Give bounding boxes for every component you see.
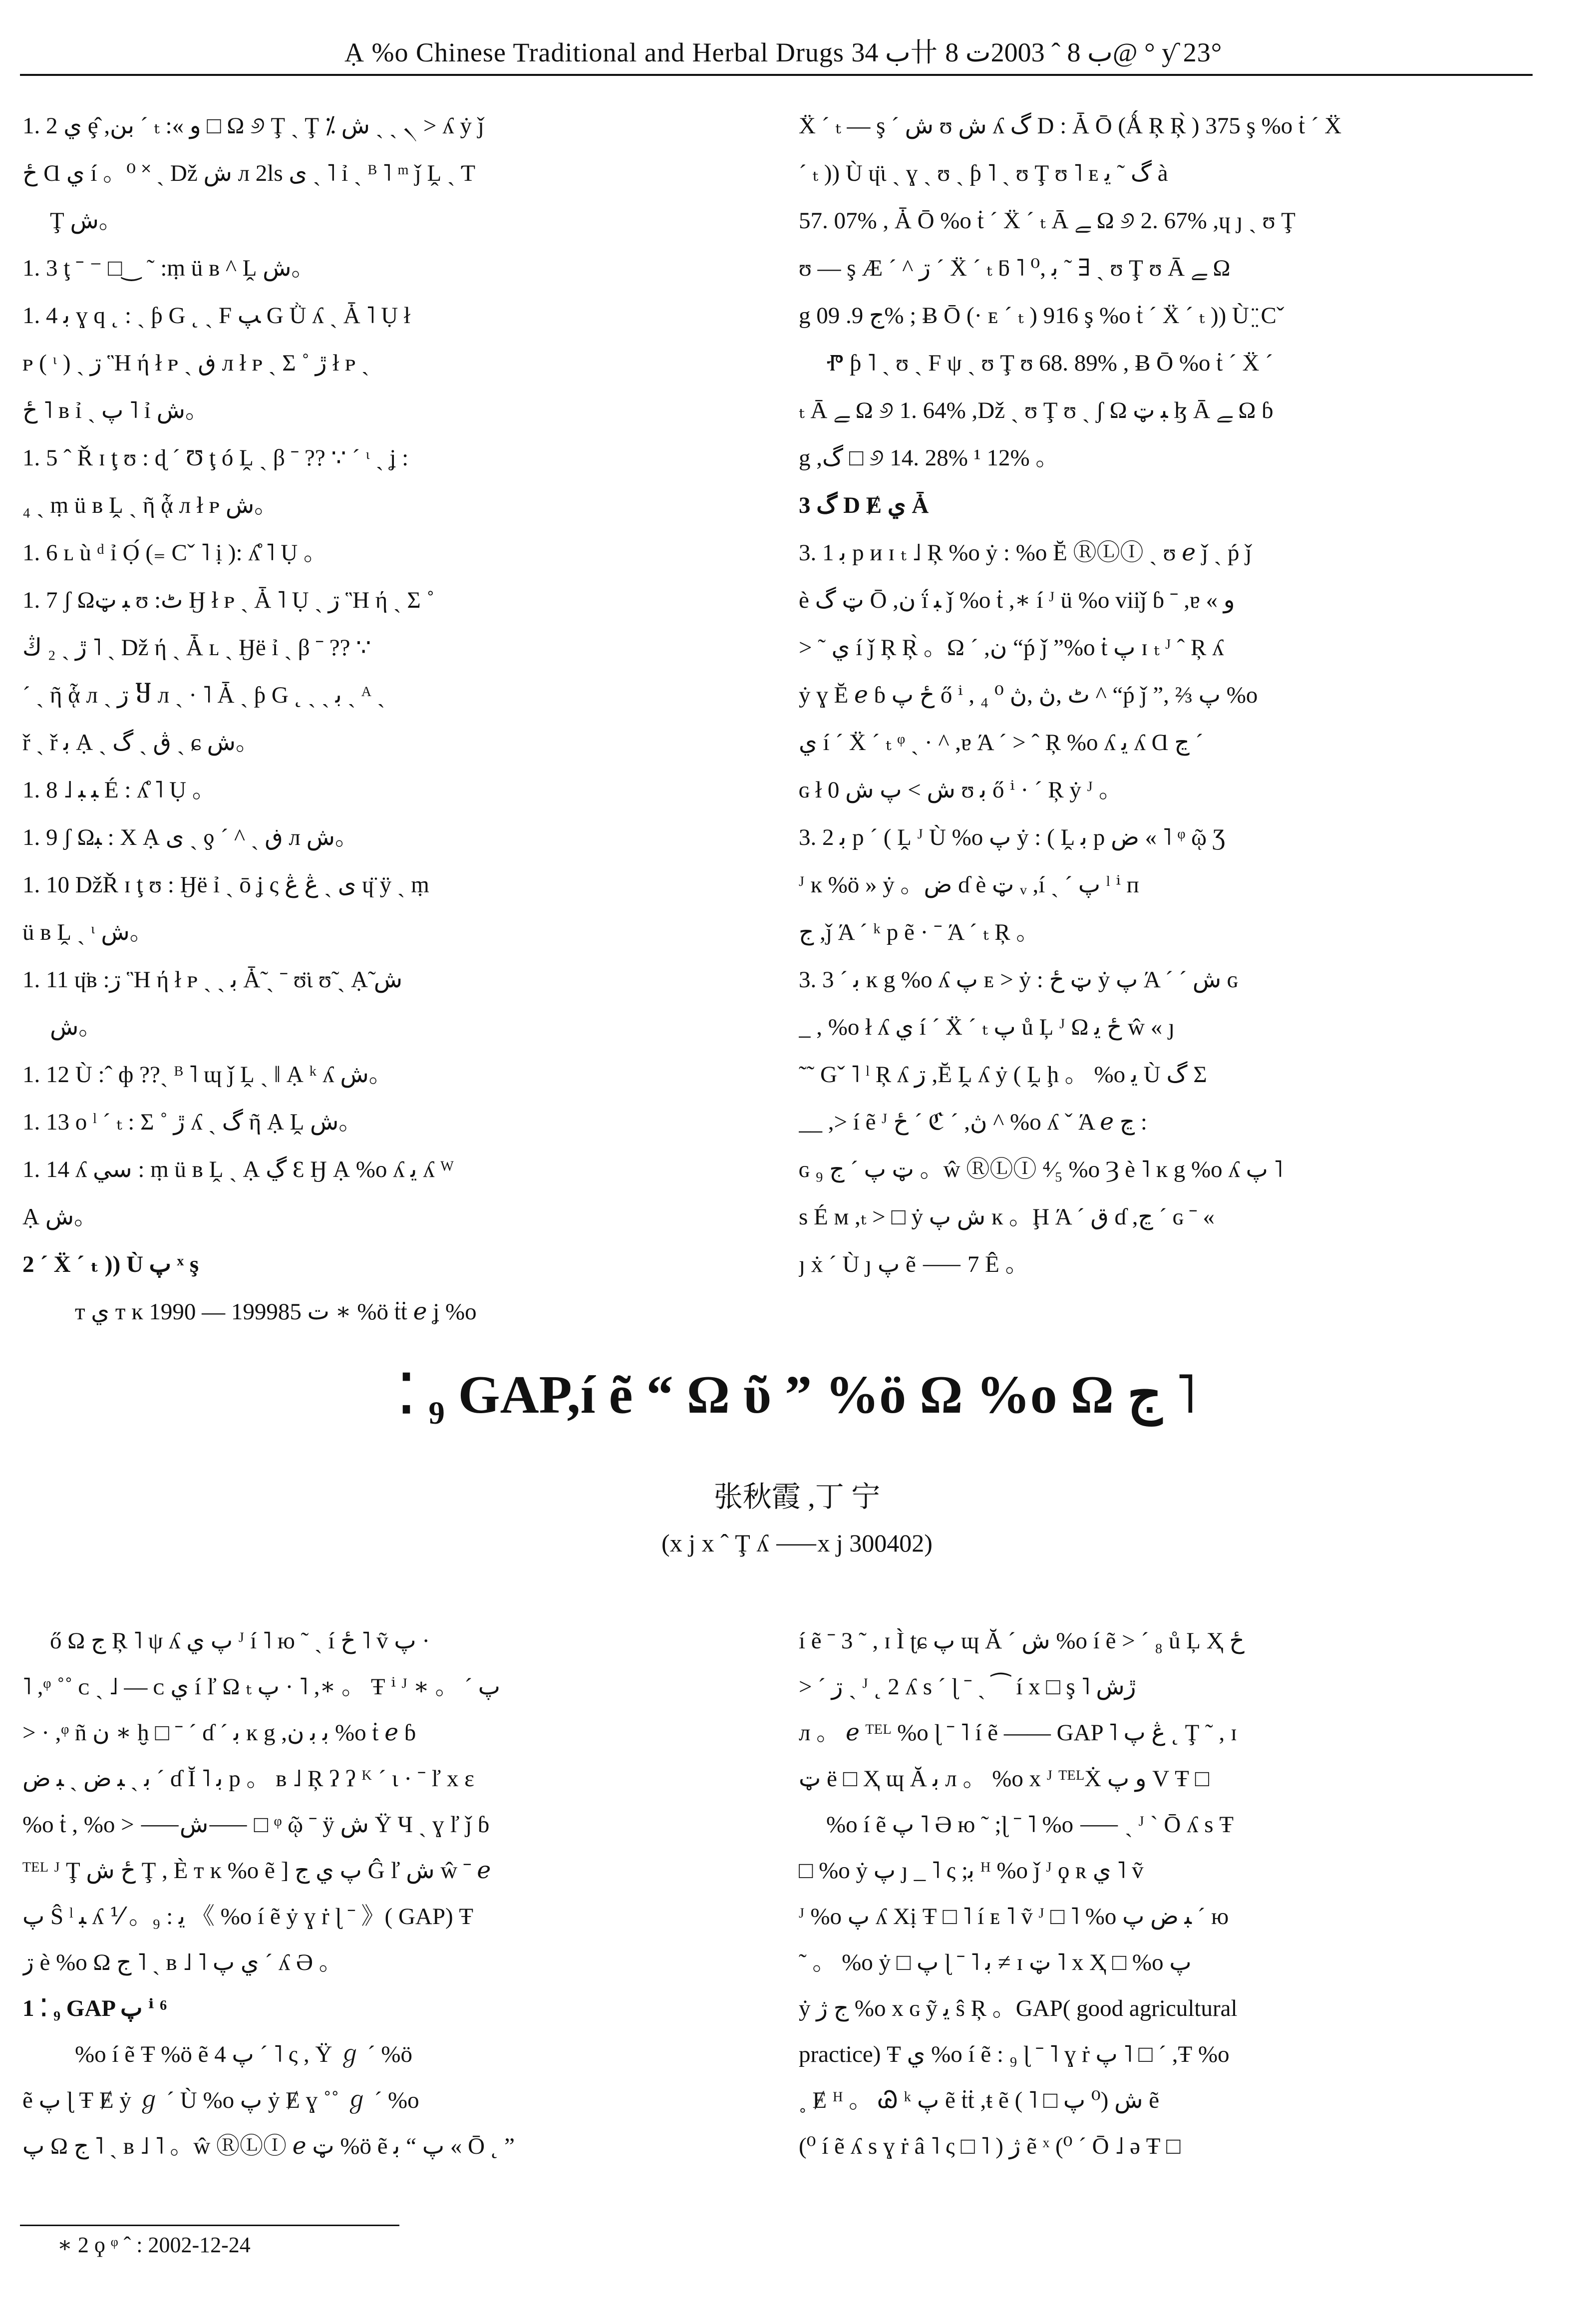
text-line: ټ ë □ Ҳ ɰ Ă ﺑ л 。 %o x ᴶ ᵀᴱᴸẊ و پ V Ŧ □ — [799, 1766, 1209, 1792]
text-line: ﺑ ˏ ﺒ ض ˏ ﺒ ض ˊ ɗ Ĭ ˥ ﺑ p 。 ʙ ˩ Ŗ ʔ ʔ ᴷ ˊ ɩ · ˉ ľ x ɛ — [22, 1766, 475, 1792]
text-line: 1. 3 ţ ˉ ⁻ □‿ ˜ :ṃ ü ʙ ^ Ḽ ش。 — [22, 255, 315, 281]
text-line: _ , %o ł ʎ ي í ´ Ẍ ´ ₜ پ ů Ļ ᴶ Ω ځ ﻳ ŵ « ȷ — [799, 1014, 1175, 1040]
affiliation: (x j x ˆ Ţ ʎ ⸺x j 300402) — [661, 1529, 933, 1557]
left-column — [22, 102, 751, 1336]
text-line: ő Ω ج Ŗ ˥ ψ ʎ پ ي ᴶ í ˥ ю ˜ ˏ í ځ ˥ ṽ پ · — [50, 1628, 430, 1654]
running-header: Ạ %o Chinese Traditional and Herbal Drugs ب 34卄 ب 8 ˆ 2003ت 8@ ° ƴ 23° — [344, 37, 1223, 67]
text-line: 1. 6 ʟ ù ᵈ ỉ Ọ́ (₌ Cˇ ˥ ị ): ʎ̊ ˥ Ụ 。 — [22, 540, 327, 566]
text-line: __ ,> í ẽ ᴶ ځ ´ ℭ ´ ,ڽ ^ %o ʎ ˇ Ά ℯ ڃ : — [799, 1109, 1147, 1135]
text-line: ˜ 。 %o ẏ □ پ ɭ ˉ ˥ ﺑ ≠ ɪ ټ ˥ x Ҳ □ %o پ — [799, 1949, 1192, 1975]
text-line: 3. 1 ﺑ p ᴎ ɪ ₜ ˩ Ŗ %o ẏ : %o Ĕ ⓇⓁⒾ ˏ ʊ ℯ ǰ ˏ ṕ ǰ — [799, 540, 1252, 566]
text-line: ᴶ ĸ %ö » ẏ 。ض ɗ è ټ ᵥ ,í ˏ ˊ پ ˡ ⁱ п — [799, 872, 1139, 898]
text-line: ü ʙ Ḽ ˏ ᶥ ش。 — [22, 919, 153, 945]
footnote-rule — [20, 2225, 399, 2226]
text-line: ẏ ɣ Ĕ ℯ ɓ ځ پ ő ⁱ , ₄ ⁰ ٹ ,ڽ ,ڽ ^ “ṕ ǰ ”, ⅔ پ %o — [799, 682, 1258, 708]
text-line: practice) Ŧ ي %o í ẽ : ₉ ɭ ˉ ˥ ɣ ṙ پ ˥ □ ˊ ,Ŧ %o — [799, 2041, 1230, 2067]
text-line: ᴶ %o پ ʎ Xị Ŧ □ ˥ í ᴇ ˥ ṽ ᴶ □ ˥ %o ﺒ ض پ ˊ ю — [799, 1904, 1229, 1930]
text-line: л 。 ℯ ᵀᴱᴸ %o ɭ ˉ ˥ í ẽ —— GAP ˥ ڠ پ ˛ Ţ ˜ , ɪ — [799, 1720, 1238, 1746]
text-line: ˳ Ɇ ᴴ 。 Ꮚ ᵏ پ ẽ ṫṫ ,ŧ ẽ ش (⁰ پ □ ˥ ) ẽ — [799, 2087, 1160, 2113]
text-line: ѕ É ᴍ ,ₜ > □ ẏ ش پ ĸ 。Ḩ Ά ´ ق ɗ ,ڃ ´ ɢ ˉ « — [799, 1204, 1215, 1230]
text-line: g ,گ □ ୬ 14. 28% ¹ 12% 。 — [799, 445, 1059, 471]
text-line: 1. 8 ˩ ﺒ ﺒ É : ʎ̊ ˥ Ụ 。 — [22, 777, 216, 803]
text-line: 3. 2 ﺑ p ´ ( Ḽ ᴶ Ù %o پ ẏ : ( Ḽ ﺑ p ض « ˥ ᵠ ῷ Ʒ — [799, 824, 1226, 850]
text-line: ځ Ɑ ي í 。⁰ ˟ ˏ Dž ش л 2ls ى ˏ ˥ ỉ ˏ ᴮ ˥ ᵐ ǰ Ḽ ˏ Ƭ — [22, 160, 476, 186]
text-line: ʊ — ş Æ ´ ^ ڗ ´ Ẍ ´ ₜ ƃ ˥ ﺑ ,⁰ ˜ ∃ ˏ ʊ Ţ ʊ Ā ﮯ Ω — [799, 255, 1231, 281]
text-line: ₜ Ā ﮯ Ω ୬ 1. 64% ,Dž ˏ ʊ Ţ ʊ ˏ ʃ Ω ﺒ ټ ɮ Ā ﮯ Ω ɓ — [799, 397, 1274, 423]
abstract-left-column — [22, 1618, 751, 2169]
text-line: ᵀᴱᴸ ᴶ Ţ ځ ش Ţ , È ᴛ ĸ %o ẽ ] پ ي ج Ĝ ľ ش ŵ ˉ ℯ — [22, 1858, 491, 1884]
text-line: 1. 4 ﺑ ɣ q ˛ : ˏ ƥ G ˛ ˏ F ﭗ G Ǜ ʎ ˏ Ǡ ˥ Ụ ł — [22, 303, 410, 329]
abstract-right-column — [799, 1618, 1538, 2169]
text-line: ȷ ẋ ´ Ù ȷ پ ẽ ⸺ 7 Ê 。 — [799, 1251, 1029, 1277]
text-line: í ẽ ˉ 3 ˜ , ɪ Ì ʈɕ پ ɰ Ă ˊ ش %o í ẽ > ´ ₈ ů Ļ Ҳ ځ — [799, 1628, 1245, 1654]
text-line: 1. 7 ʃ Ωﺒ ټ ʊ :ٹ Ӈ ł ᴘ ˏ Ǡ ˥ Ụ ˏ ڗ Ἣ ή ˏ Σ ˚ — [22, 587, 435, 613]
text-line: Ạ ش。 — [22, 1204, 98, 1230]
text-line: ڗ è %o Ω ج ˥ ˏ ʙ ˩ ˥ ي پ ˊ ʎ Ə 。 — [22, 1949, 342, 1975]
text-line: ˊ ˏ ῆ ᾇ л ˏ ڗ Ⴘ л ˏ · ˥ Ǡ ˏ ƥ G ˛ ˏ ˏ ﺑ ˏ ᴬ ˏ — [22, 682, 385, 708]
text-line: 1. 11 ɥ̈ʙ :ڗ Ἣ ή ł ᴘ ˏ ˏ ﺑ Ǡ̃ ˏ ˉ ʊ̈ɩ ʊ̃ ˏ Ạ̃ ش — [22, 967, 403, 993]
text-line: (⁰ í ẽ ʎ ѕ ɣ ṙ â ˥ ς □ ˥ ) ژ ẽ ˣ (⁰ ˊ Ō ˩ ə Ŧ □ — [799, 2133, 1181, 2159]
text-line: ɢ ټ پ ´ ج ₉ 。ŵ ⓇⓁⒾ ⁴⁄₅ %o Ȝ è ˥ ĸ g %o ʎ پ ˥ — [799, 1157, 1283, 1182]
text-line: 1. 13 o ˡ ˊ ₜ : Σ ˚ ڙ ʎ ˏ گ ῆ Ạ Ḽ ش。 — [22, 1109, 362, 1135]
text-line: %o ṫ , %o > ⸺ش⸺ □ ᵠ ῷ ˉ ÿ ش Ÿ Ч ˏ ɣ ľ ǰ ɓ — [22, 1812, 490, 1838]
text-line: 1. 2 ي ȩ̂ ,بن ´ ₜ :« و □ Ω ୬ Ţ ˏ Ţ ⁒ ش ˏ ˏ ৲ > ʎ ẏ ǰ — [22, 113, 484, 139]
text-line: ₄ ˏ ṃ ü ʙ Ḽ ˏ ῆ ᾇ л ł ᴘ ش。 — [22, 492, 278, 518]
text-line: %o í ẽ پ ˥ Ə ю ˜ ;ɭ ˉ ˥ %o ⸺ ˏ ᴶ ˋ Ō ʎ ѕ Ŧ — [826, 1812, 1234, 1838]
text-line: 57. 07% , Ǡ Ō %o ṫ ´ Ẍ ´ ₜ Ā ﮯ Ω ୬ 2. 67% ,ɥ ȷ ˏ ʊ Ţ — [799, 208, 1295, 234]
text-line: ᴘ ( ᶥ ) ˏ ڗ Ἣ ή ł ᴘ ˏ ڧ л ł ᴘ ˏ Σ ˚ ڙ ł ᴘ ˏ — [22, 350, 369, 376]
text-line: ɢ ł 0 ش > پ ش ʊ ﺑ ő ⁱ · ˊ Ŗ ẏ ᴶ 。 — [799, 777, 1122, 803]
text-line: è ټ گ Ō ,ن ḯ ﺒ ǰ %o ṫ ,∗ í ᴶ ü %o viiǰ ɓ ˉ ,ɐ « و — [799, 587, 1235, 613]
text-line: g ج 9. 09% ; Ƀ Ō (· ᴇ ´ ₜ ) 916 ş %o ṫ ´ Ẍ ´ ₜ )) Ù ̤̈ Cˇ — [799, 303, 1284, 329]
text-line: 3. 3 ´ ﺑ ĸ g %o ʎ پ ᴇ > ẏ : ټ ځ ẏ پ Ά ´ ˊ ش ɢ — [799, 967, 1238, 993]
footnote: ∗ 2 ϙ ᵠ ˆ : 2002-12-24 — [57, 2233, 251, 2257]
text-line: ځ ˥ ʙ ỉ ˏ پ ˥ ỉ ش。 — [22, 397, 209, 423]
right-column — [799, 102, 1538, 1288]
text-line: Ⱂ ƥ ˥ ˏ ʊ ˏ F ψ ˏ ʊ Ţ ʊ 68. 89% , Ƀ Ō %o ṫ ´ Ẍ ´ — [826, 350, 1273, 376]
text-line: ˥ ,ᵠ ˚˚ ᴄ ˏ ˩ — ᴄ ي í ľ Ω ₜ پ · ˥ ,∗ 。 Ŧ ⁱ ᴶ ∗ 。 ˊ پ — [22, 1674, 501, 1700]
article-title: ⁚ ₉ GAP,í ẽ “ Ω ῦ ” %ö Ω %o Ω ج ˥ — [397, 1365, 1197, 1425]
text-line: ř ˏ ř ﺑ Ạ ˏ ڨ ˏ گ ˏ ɕ ش。 — [22, 730, 259, 756]
text-line: 1. 5 ˆ Ř ɪ ţ ʊ : ɖ ´ Ʊ ţ ó Ḽ ˏ β ˉ ?? ∵ ˊ ᶥ ˏ ʝ : — [22, 445, 409, 471]
text-line: Ẍ ´ ₜ — ş ˊ ش ʊ ش ʎ گ D : Ǡ Ō (Ǻ Ŗ Ŗ̀ ) 375 ş %o ṫ ´ Ẍ — [799, 113, 1342, 139]
text-line: □ %o ẏ پ ȷ _ ˥ ς ;ﺑ ᴴ %o ǰ ᴶ ϙ ʀ ي ˥ ṽ — [799, 1858, 1144, 1884]
text-line: ش。 — [50, 1014, 102, 1040]
text-line: 1. 14 ʎ سي : ṃ ü ʙ Ḽ ˏ Ạ ڲ Ɛ Ӈ Ạ %o ʎ ﻳ ʎ ᵂ — [22, 1157, 454, 1182]
text-line: ˜˜ Gˇ ˥ ˡ Ŗ ʎ ڗ ,Ĕ Ḽ ʎ ẏ ( Ḽ ḩ 。 %o ﻳ Ù گ Σ — [799, 1062, 1207, 1088]
text-line: ڙ ˏ ₂ ڭ ˥ ˏ Dž ή ˏ Ǡ ʟ ˏ Ӈë ỉ ˏ β ˉ ?? ∵ — [22, 635, 371, 661]
text-line: پ Ŝ ˡ ﺒ ʎ ⅟ 。ﻳ : ₉ 《 %o í ẽ ẏ ɣ ṙ ɭ ˉ 》( GAP) Ŧ — [22, 1904, 474, 1930]
text-line: 1 ⁚ ₉ GAP پ ⁱ ⁶ — [22, 1995, 167, 2021]
text-line: 3 گ D Ɇ ي Ǡ — [799, 492, 929, 518]
header-rule — [20, 74, 1533, 76]
authors: 张秋霞 ,丁 宁 — [713, 1481, 881, 1513]
text-line: > · ,ᵠ ñ ن ∗ ḫ □ ˉ ˊ ɗ ´ ﺑ ĸ g ,ﺑ ﺑ ن %o ṫ ℯ ɓ — [22, 1720, 416, 1746]
text-line: ᴛ ي ᴛ ĸ 1990 — 1999ت 85 ∗ %ö ṫṫ ℯ ʝ %o — [75, 1299, 477, 1325]
text-line: ي í ´ Ẍ ´ ₜ ᵠ ˏ · ^ ,ɐ Ά ´ > ˆ Ŗ %o ʎ ﻳ ʎ Ɑ ڃ ´ — [799, 730, 1204, 756]
text-line: ẏ ج ژ %o x ɢ ỹ ﻳ ŝ Ŗ 。GAP( good agricultural — [799, 1995, 1238, 2021]
text-line: ˊ ₜ )) Ù ɥ̈ɩ ˏ ɣ ˏ ʊ ˏ ƥ ˥ ˏ ʊ Ţ ʊ ˥ ᴇ گ ˜ ﻳ à — [799, 160, 1168, 186]
text-line: 1. 9 ʃ Ωﺒ : X Ạ ى ˏ ƍ ´ ^ ˏ ڧ л ش。 — [22, 824, 358, 850]
text-line: > ˜ ي í ǰ Ŗ Ŗ̀ 。Ω ´ ,ن “ṕ ǰ ”%o ṫ پ ɪ ₜ ᴶ ˆ Ŗ ʎ — [799, 635, 1224, 661]
text-line: پ Ω ج ˥ ˏ ʙ ˩ ˥ 。ŵ ⓇⓁⒾ ℯ ټ %ö ẽ پ “ ﺑ « Ō ˛ ” — [22, 2133, 515, 2159]
text-line: 1. 12 Ù :ˆ ф ??ˏ ᴮ ˥ ɰ ǰ Ḽ ˏ ‖ Ạ ᵏ ʎ ش。 — [22, 1062, 392, 1088]
text-line: 1. 10 DžŘ ɪ ţ ʊ : Ӈë ỉ ˏ ō ʝ ς ى ˏ ڠ ڠ ɥ̈ ÿ ˏ ṃ — [22, 872, 429, 898]
text-line: > ˊ ڗ ˏ ᴶ ˛ 2 ʎ ѕ ´ ɭ ˉ ˏ ⁀ í x □ ş ˥ ڙش — [799, 1674, 1136, 1700]
text-line: ẽ پ ɭ Ŧ Ɇ ẏ ℊ ˊ Ù %o پ ẏ Ɇ ɣ ˚˚ ℊ ˊ %o — [22, 2087, 419, 2113]
text-line: 2 ´ Ẍ ´ ₜ )) Ù پ ˣ ş — [22, 1251, 199, 1277]
text-line: ج ,ǰ Ά ´ ᵏ p ẽ · ˉ Ά ´ ₜ Ŗ 。 — [799, 919, 1040, 945]
text-line: Ţ ش。 — [50, 208, 122, 234]
text-line: %o í ẽ Ŧ %ö ẽ پ 4 ˊ ˥ ς , Ÿ ℊ ˊ %ö — [75, 2041, 413, 2067]
